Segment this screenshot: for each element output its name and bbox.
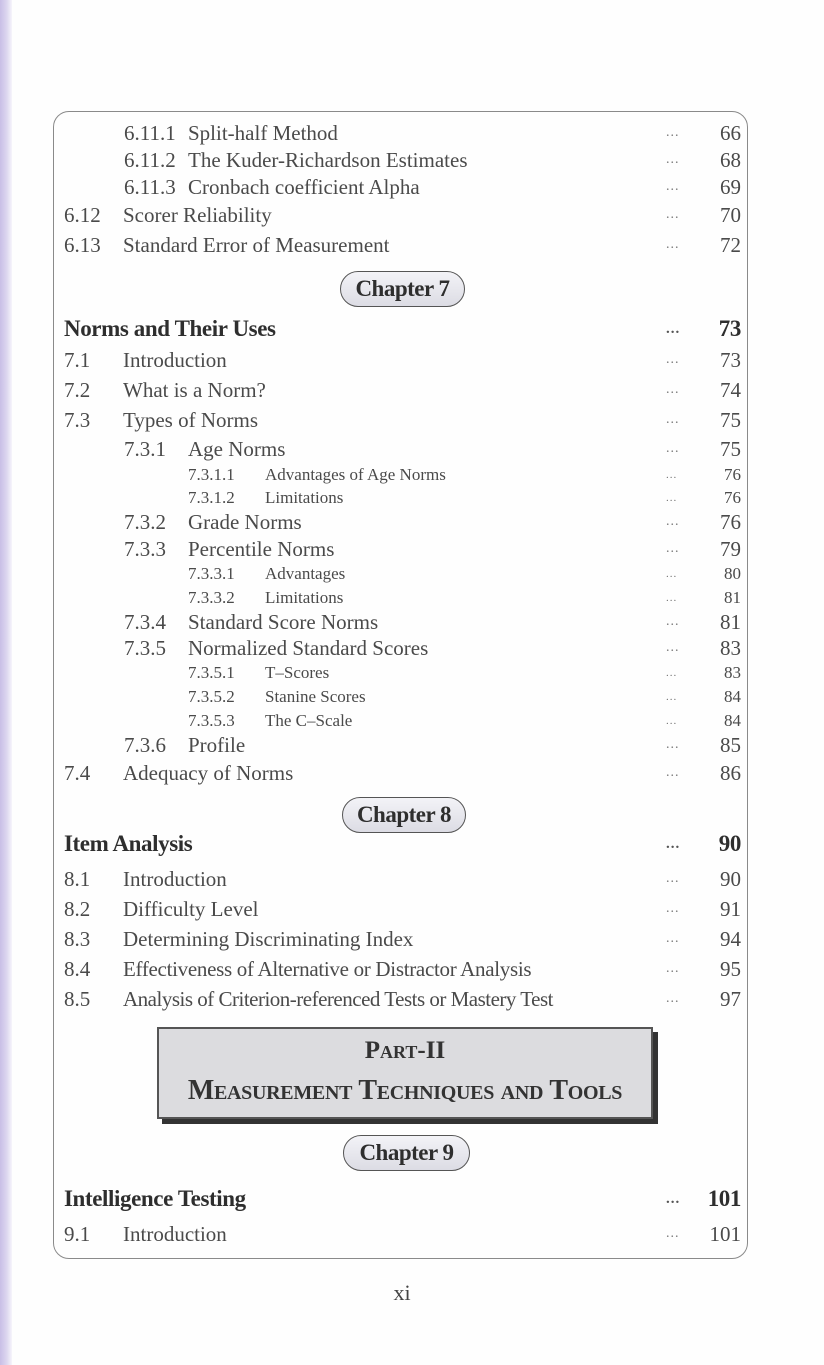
entry-number: 7.3 xyxy=(64,408,91,432)
entry-number: 7.4 xyxy=(64,761,91,785)
entry-page: 81 xyxy=(720,610,741,634)
entry-title: The C–Scale xyxy=(265,711,353,730)
entry-page: 73 xyxy=(720,348,741,372)
entry-title: Grade Norms xyxy=(188,510,302,534)
chapter-page: 73 xyxy=(718,316,741,341)
entry-number: 7.3.5.3 xyxy=(188,711,235,730)
entry-page: 81 xyxy=(724,588,741,607)
toc-entry[interactable] xyxy=(0,731,824,759)
entry-page: 76 xyxy=(724,465,741,484)
entry-page: 72 xyxy=(720,233,741,257)
entry-number: 7.3.4 xyxy=(124,610,166,634)
toc-entry[interactable] xyxy=(0,173,824,201)
entry-title: Introduction xyxy=(123,1222,227,1246)
entry-title: Types of Norms xyxy=(123,408,259,432)
chapter-9-badge: Chapter 9 xyxy=(343,1135,470,1171)
leader-dots: ... xyxy=(666,737,680,752)
entry-page: 95 xyxy=(720,957,741,981)
leader-dots: ... xyxy=(666,871,680,886)
entry-page: 85 xyxy=(720,733,741,757)
toc-entry[interactable] xyxy=(0,231,824,259)
entry-title: Cronbach coefficient Alpha xyxy=(188,175,420,199)
entry-page: 70 xyxy=(720,203,741,227)
entry-page: 94 xyxy=(720,927,741,951)
leader-dots: ... xyxy=(666,492,678,504)
leader-dots: ... xyxy=(666,715,678,727)
entry-number: 6.11.1 xyxy=(124,121,176,145)
entry-title: Difficulty Level xyxy=(123,897,259,921)
toc-entry[interactable] xyxy=(0,925,824,953)
entry-number: 7.3.3 xyxy=(124,537,166,561)
entry-page: 74 xyxy=(720,378,741,402)
toc-entry[interactable] xyxy=(0,346,824,374)
entry-page: 66 xyxy=(720,121,741,145)
entry-title: Scorer Reliability xyxy=(123,203,272,227)
leader-dots: ... xyxy=(666,836,681,852)
toc-entry[interactable] xyxy=(0,146,824,174)
entry-page: 90 xyxy=(720,867,741,891)
entry-title: Limitations xyxy=(265,588,344,607)
entry-number: 7.3.1.1 xyxy=(188,465,235,484)
chapter-title: Item Analysis xyxy=(64,831,193,856)
entry-number: 7.3.5 xyxy=(124,636,166,660)
leader-dots: ... xyxy=(666,1226,680,1241)
entry-page: 86 xyxy=(720,761,741,785)
entry-title: Adequacy of Norms xyxy=(123,761,294,785)
leader-dots: ... xyxy=(666,691,678,703)
entry-title: Standard Score Norms xyxy=(188,610,379,634)
entry-title: Normalized Standard Scores xyxy=(188,636,429,660)
entry-page: 84 xyxy=(724,687,741,706)
leader-dots: ... xyxy=(666,125,680,140)
leader-dots: ... xyxy=(666,382,680,397)
entry-number: 7.2 xyxy=(64,378,91,402)
leader-dots: ... xyxy=(666,469,678,481)
entry-number: 8.3 xyxy=(64,927,91,951)
leader-dots: ... xyxy=(666,667,678,679)
entry-number: 6.13 xyxy=(64,233,101,257)
entry-number: 9.1 xyxy=(64,1222,91,1246)
toc-entry[interactable] xyxy=(0,376,824,404)
toc-entry[interactable] xyxy=(0,985,824,1013)
chapter-8-badge: Chapter 8 xyxy=(342,797,466,833)
toc-entry[interactable] xyxy=(0,435,824,463)
leader-dots: ... xyxy=(666,207,680,222)
toc-entry[interactable] xyxy=(0,406,824,434)
toc-entry[interactable] xyxy=(0,759,824,787)
part-2-banner xyxy=(157,1027,653,1119)
entry-number: 8.4 xyxy=(64,957,91,981)
entry-number: 7.3.3.1 xyxy=(188,564,235,583)
entry-number: 8.1 xyxy=(64,867,91,891)
leader-dots: ... xyxy=(666,592,678,604)
entry-page: 69 xyxy=(720,175,741,199)
chapter-9-heading[interactable] xyxy=(0,1185,824,1213)
leader-dots: ... xyxy=(666,991,680,1006)
leader-dots: ... xyxy=(666,961,680,976)
leader-dots: ... xyxy=(666,152,680,167)
leader-dots: ... xyxy=(666,1191,681,1207)
toc-entry[interactable] xyxy=(0,119,824,147)
entry-title: Profile xyxy=(188,733,246,757)
entry-number: 7.3.5.2 xyxy=(188,687,235,706)
leader-dots: ... xyxy=(666,541,680,556)
leader-dots: ... xyxy=(666,614,680,629)
entry-title: Percentile Norms xyxy=(188,537,335,561)
toc-entry[interactable] xyxy=(0,201,824,229)
entry-title: Advantages of Age Norms xyxy=(265,465,446,484)
chapter-page: 101 xyxy=(707,1186,741,1211)
entry-page: 75 xyxy=(720,437,741,461)
entry-number: 8.5 xyxy=(64,987,91,1011)
entry-page: 83 xyxy=(724,663,741,682)
entry-title: Stanine Scores xyxy=(265,687,366,706)
entry-page: 101 xyxy=(709,1222,741,1246)
part-label: Part-II xyxy=(364,1037,446,1064)
entry-title: Analysis of Criterion-referenced Tests or Mastery Test xyxy=(123,987,553,1011)
leader-dots: ... xyxy=(666,441,680,456)
leader-dots: ... xyxy=(666,568,678,580)
leader-dots: ... xyxy=(666,765,680,780)
leader-dots: ... xyxy=(666,514,680,529)
entry-title: Advantages xyxy=(265,564,346,583)
entry-title: Split-half Method xyxy=(188,121,338,145)
toc-entry[interactable] xyxy=(0,1220,824,1248)
entry-title: Introduction xyxy=(123,348,227,372)
leader-dots: ... xyxy=(666,412,680,427)
entry-page: 76 xyxy=(720,510,741,534)
entry-page: 75 xyxy=(720,408,741,432)
chapter-page: 90 xyxy=(718,831,741,856)
part-title: Measurement Techniques and Tools xyxy=(187,1075,623,1106)
chapter-title: Intelligence Testing xyxy=(64,1186,246,1211)
entry-page: 84 xyxy=(724,711,741,730)
leader-dots: ... xyxy=(666,321,681,337)
entry-number: 7.3.2 xyxy=(124,510,166,534)
entry-title: Determining Discriminating Index xyxy=(123,927,414,951)
entry-number: 6.11.3 xyxy=(124,175,176,199)
entry-title: T–Scores xyxy=(265,663,330,682)
entry-number: 8.2 xyxy=(64,897,91,921)
entry-number: 6.11.2 xyxy=(124,148,176,172)
leader-dots: ... xyxy=(666,640,680,655)
toc-entry[interactable] xyxy=(0,865,824,893)
entry-page: 79 xyxy=(720,537,741,561)
chapter-7-heading[interactable] xyxy=(0,315,824,343)
toc-entry[interactable] xyxy=(0,508,824,536)
entry-title: What is a Norm? xyxy=(123,378,266,402)
leader-dots: ... xyxy=(666,931,680,946)
toc-entry[interactable] xyxy=(0,608,824,636)
toc-entry[interactable] xyxy=(0,955,824,983)
entry-page: 80 xyxy=(724,564,741,583)
entry-number: 7.3.1.2 xyxy=(188,488,235,507)
entry-number: 7.3.6 xyxy=(124,733,166,757)
entry-title: Effectiveness of Alternative or Distractor Analysis xyxy=(123,957,532,981)
toc-entry[interactable] xyxy=(0,634,824,662)
entry-page: 97 xyxy=(720,987,741,1011)
chapter-7-badge: Chapter 7 xyxy=(340,271,465,307)
entry-number: 6.12 xyxy=(64,203,101,227)
entry-number: 7.3.5.1 xyxy=(188,663,235,682)
entry-number: 7.3.1 xyxy=(124,437,166,461)
entry-page: 68 xyxy=(720,148,741,172)
entry-title: Age Norms xyxy=(188,437,286,461)
leader-dots: ... xyxy=(666,901,680,916)
entry-title: Introduction xyxy=(123,867,227,891)
entry-page: 83 xyxy=(720,636,741,660)
entry-title: Standard Error of Measurement xyxy=(123,233,390,257)
toc-entry[interactable] xyxy=(0,535,824,563)
chapter-8-heading[interactable] xyxy=(0,830,824,858)
entry-title: The Kuder-Richardson Estimates xyxy=(188,148,468,172)
entry-title: Limitations xyxy=(265,488,344,507)
entry-page: 91 xyxy=(720,897,741,921)
toc-entry[interactable] xyxy=(0,895,824,923)
chapter-title: Norms and Their Uses xyxy=(64,316,276,341)
entry-number: 7.3.3.2 xyxy=(188,588,235,607)
entry-page: 76 xyxy=(724,488,741,507)
leader-dots: ... xyxy=(666,237,680,252)
leader-dots: ... xyxy=(666,179,680,194)
page-number: xi xyxy=(393,1280,411,1305)
entry-number: 7.1 xyxy=(64,348,91,372)
leader-dots: ... xyxy=(666,352,680,367)
